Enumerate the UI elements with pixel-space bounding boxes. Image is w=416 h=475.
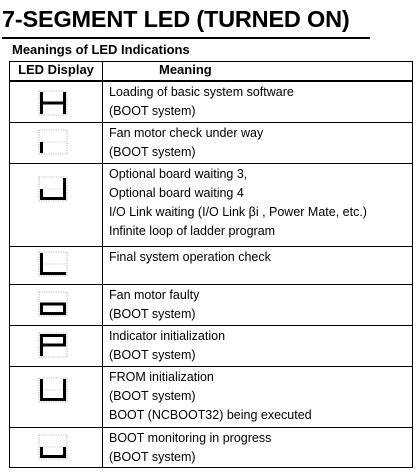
- meaning-cell: [103, 122, 413, 163]
- led-display-cell: [10, 122, 103, 163]
- meaning-cell: [103, 284, 413, 325]
- meaning-line: BOOT (NCBOOT32) being executed: [109, 407, 312, 422]
- meaning-cell: [103, 325, 413, 366]
- meaning-cell: [103, 427, 413, 467]
- led-display-cell: [10, 163, 103, 246]
- meaning-line: Fan motor faulty: [109, 287, 200, 302]
- led-display-cell: [10, 366, 103, 427]
- meaning-line: (BOOT system): [109, 144, 196, 159]
- led-display-cell: [10, 246, 103, 284]
- led-display-cell: [10, 427, 103, 467]
- segment-o-icon: [38, 291, 68, 317]
- table-row: [10, 246, 413, 284]
- led-display-cell: [10, 81, 103, 122]
- segment-J-icon: [38, 176, 68, 202]
- meaning-line: Loading of basic system software: [109, 85, 294, 99]
- header-led-display: LED Display: [10, 62, 103, 82]
- meaning-cell: [103, 163, 413, 246]
- meaning-cell: [103, 366, 413, 427]
- meaning-line: Final system operation check: [109, 249, 271, 264]
- page-title: 7-SEGMENT LED (TURNED ON): [2, 6, 350, 32]
- section-subtitle: Meanings of LED Indications: [12, 42, 190, 57]
- segment-H-icon: [38, 90, 68, 116]
- meaning-line: I/O Link waiting (I/O Link βi , Power Mate, etc.): [109, 204, 367, 219]
- led-indications-table: [9, 61, 413, 468]
- led-display-cell: [10, 325, 103, 366]
- led-display-cell: [10, 284, 103, 325]
- table-header-row: [10, 62, 413, 82]
- table-row: [10, 163, 413, 246]
- header-meaning: Meaning: [103, 62, 413, 82]
- meaning-line: (BOOT system): [109, 347, 196, 362]
- meaning-cell: [103, 81, 413, 122]
- table-row: [10, 122, 413, 163]
- meaning-line: Indicator initialization: [109, 328, 226, 343]
- meaning-line: BOOT monitoring in progress: [109, 430, 272, 445]
- meaning-line: Optional board waiting 4: [109, 185, 244, 200]
- table-row: [10, 284, 413, 325]
- meaning-line: (BOOT system): [109, 104, 196, 118]
- meaning-line: Fan motor check under way: [109, 125, 264, 140]
- meaning-line: FROM initialization: [109, 369, 214, 384]
- meaning-line: Optional board waiting 3,: [109, 166, 248, 181]
- meaning-line: (BOOT system): [109, 449, 196, 464]
- table-row: [10, 427, 413, 467]
- meaning-cell: [103, 246, 413, 284]
- segment-P-icon: [38, 332, 68, 358]
- segment-U-icon: [38, 377, 68, 403]
- segment-L-icon: [38, 251, 68, 277]
- table-row: [10, 325, 413, 366]
- meaning-line: (BOOT system): [109, 306, 196, 321]
- table-row: [10, 366, 413, 427]
- segment-lower-left-icon: [38, 129, 68, 155]
- meaning-line: (BOOT system): [109, 388, 196, 403]
- table-row: [10, 81, 413, 122]
- meaning-line: Infinite loop of ladder program: [109, 223, 276, 238]
- title-underline: [2, 37, 370, 39]
- segment-u-icon: [38, 434, 68, 460]
